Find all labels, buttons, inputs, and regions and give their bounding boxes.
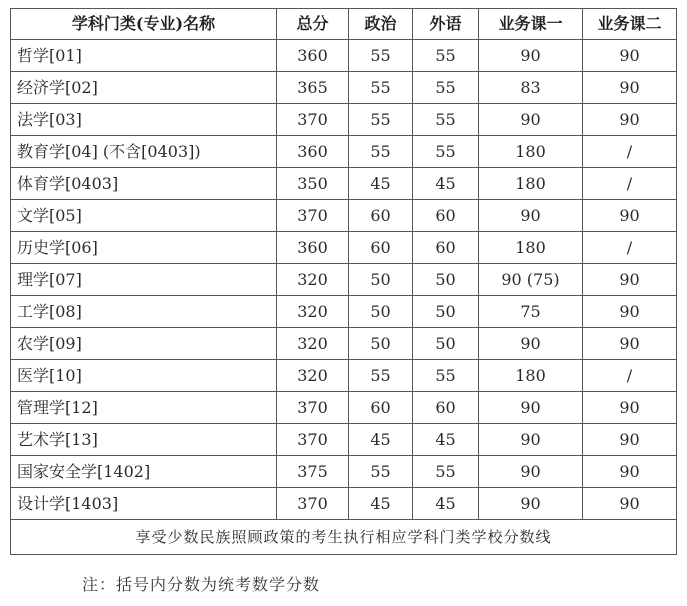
course-one-cell: 180: [479, 136, 583, 168]
table-row: [11, 488, 677, 520]
total-cell: 320: [277, 296, 349, 328]
subject-cell: 理学[07]: [11, 264, 277, 296]
total-cell: 360: [277, 40, 349, 72]
foreign-language-cell: 55: [413, 456, 479, 488]
subject-cell: 文学[05]: [11, 200, 277, 232]
foreign-language-cell: 45: [413, 488, 479, 520]
course-two-cell: 90: [583, 264, 677, 296]
foreign-language-cell: 50: [413, 328, 479, 360]
table-row: [11, 40, 677, 72]
foreign-language-cell: 55: [413, 104, 479, 136]
foreign-language-cell: 60: [413, 392, 479, 424]
foreign-language-cell: 45: [413, 424, 479, 456]
foreign-language-cell: 55: [413, 72, 479, 104]
course-one-cell: 83: [479, 72, 583, 104]
table-row: [11, 104, 677, 136]
course-one-cell: 180: [479, 232, 583, 264]
politics-cell: 60: [349, 232, 413, 264]
subject-cell: 设计学[1403]: [11, 488, 277, 520]
header-subject: 学科门类(专业)名称: [11, 9, 277, 40]
course-two-cell: 90: [583, 392, 677, 424]
course-one-cell: 90: [479, 328, 583, 360]
politics-cell: 50: [349, 328, 413, 360]
total-cell: 370: [277, 488, 349, 520]
politics-cell: 45: [349, 424, 413, 456]
course-two-cell: 90: [583, 456, 677, 488]
total-cell: 375: [277, 456, 349, 488]
politics-cell: 50: [349, 296, 413, 328]
course-two-cell: /: [583, 136, 677, 168]
course-one-cell: 90: [479, 392, 583, 424]
course-one-cell: 90: [479, 104, 583, 136]
course-two-cell: 90: [583, 296, 677, 328]
table-row: [11, 392, 677, 424]
politics-cell: 60: [349, 392, 413, 424]
table-row: [11, 328, 677, 360]
foreign-language-cell: 50: [413, 264, 479, 296]
table-row: [11, 168, 677, 200]
subject-cell: 工学[08]: [11, 296, 277, 328]
header-foreign-language: 外语: [413, 9, 479, 40]
header-course-two: 业务课二: [583, 9, 677, 40]
table-row: [11, 200, 677, 232]
minority-policy-note: 享受少数民族照顾政策的考生执行相应学科门类学校分数线: [11, 520, 677, 555]
subject-cell: 管理学[12]: [11, 392, 277, 424]
course-one-cell: 90: [479, 200, 583, 232]
table-row: [11, 360, 677, 392]
politics-cell: 55: [349, 136, 413, 168]
politics-cell: 60: [349, 200, 413, 232]
total-cell: 370: [277, 200, 349, 232]
politics-cell: 50: [349, 264, 413, 296]
total-cell: 350: [277, 168, 349, 200]
politics-cell: 55: [349, 456, 413, 488]
subject-cell: 医学[10]: [11, 360, 277, 392]
course-two-cell: 90: [583, 328, 677, 360]
header-politics: 政治: [349, 9, 413, 40]
total-cell: 370: [277, 104, 349, 136]
subject-cell: 农学[09]: [11, 328, 277, 360]
total-cell: 360: [277, 232, 349, 264]
table-body: [11, 40, 677, 520]
foreign-language-cell: 55: [413, 360, 479, 392]
subject-cell: 哲学[01]: [11, 40, 277, 72]
course-two-cell: 90: [583, 200, 677, 232]
course-two-cell: 90: [583, 40, 677, 72]
subject-cell: 历史学[06]: [11, 232, 277, 264]
politics-cell: 45: [349, 168, 413, 200]
score-table: [10, 8, 677, 555]
total-cell: 370: [277, 392, 349, 424]
subject-cell: 经济学[02]: [11, 72, 277, 104]
politics-cell: 55: [349, 40, 413, 72]
table-row: [11, 72, 677, 104]
foreign-language-cell: 60: [413, 200, 479, 232]
header-course-one: 业务课一: [479, 9, 583, 40]
subject-cell: 体育学[0403]: [11, 168, 277, 200]
course-two-cell: 90: [583, 72, 677, 104]
header-row: [11, 9, 677, 40]
course-one-cell: 180: [479, 360, 583, 392]
total-cell: 370: [277, 424, 349, 456]
course-one-cell: 90: [479, 424, 583, 456]
table-row: [11, 456, 677, 488]
course-two-cell: 90: [583, 424, 677, 456]
table-row: [11, 296, 677, 328]
subject-cell: 艺术学[13]: [11, 424, 277, 456]
table-row: [11, 232, 677, 264]
foreign-language-cell: 50: [413, 296, 479, 328]
header-total: 总分: [277, 9, 349, 40]
course-one-cell: 90: [479, 456, 583, 488]
total-cell: 320: [277, 328, 349, 360]
total-cell: 320: [277, 264, 349, 296]
course-one-cell: 90: [479, 40, 583, 72]
subject-cell: 国家安全学[1402]: [11, 456, 277, 488]
math-score-note: 注：括号内分数为统考数学分数: [82, 575, 321, 594]
foreign-language-cell: 55: [413, 40, 479, 72]
course-one-cell: 180: [479, 168, 583, 200]
course-two-cell: /: [583, 360, 677, 392]
total-cell: 360: [277, 136, 349, 168]
footer-row: [11, 520, 677, 555]
total-cell: 320: [277, 360, 349, 392]
politics-cell: 55: [349, 72, 413, 104]
table-row: [11, 264, 677, 296]
course-two-cell: 90: [583, 488, 677, 520]
total-cell: 365: [277, 72, 349, 104]
subject-cell: 教育学[04] (不含[0403]): [11, 136, 277, 168]
course-one-cell: 90 (75): [479, 264, 583, 296]
table-row: [11, 424, 677, 456]
course-two-cell: 90: [583, 104, 677, 136]
course-two-cell: /: [583, 232, 677, 264]
foreign-language-cell: 60: [413, 232, 479, 264]
politics-cell: 55: [349, 360, 413, 392]
course-one-cell: 75: [479, 296, 583, 328]
foreign-language-cell: 55: [413, 136, 479, 168]
course-two-cell: /: [583, 168, 677, 200]
subject-cell: 法学[03]: [11, 104, 277, 136]
politics-cell: 45: [349, 488, 413, 520]
foreign-language-cell: 45: [413, 168, 479, 200]
politics-cell: 55: [349, 104, 413, 136]
table-row: [11, 136, 677, 168]
course-one-cell: 90: [479, 488, 583, 520]
